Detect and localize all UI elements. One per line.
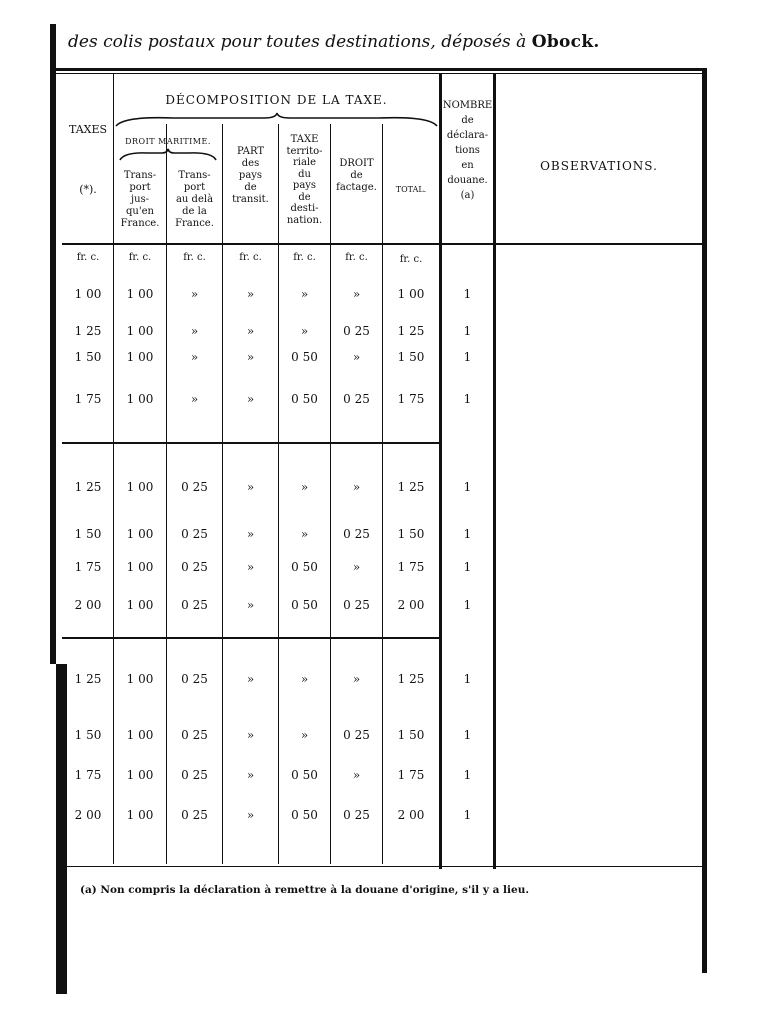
table-cell: 1 00 [126, 324, 154, 338]
table-cell: 2 00 [397, 808, 425, 822]
table-cell: 0 25 [181, 598, 208, 612]
table-cell: 1 [463, 480, 472, 494]
unit-cell: fr. c. [183, 252, 206, 263]
table-cell: 1 00 [126, 672, 154, 686]
left-margin-bar [50, 24, 56, 664]
maritime-brace [118, 148, 218, 162]
table-cell: » [352, 350, 361, 364]
table-cell: 1 75 [74, 768, 102, 782]
unit-cell: fr. c. [399, 254, 423, 265]
table-cell: » [352, 768, 361, 782]
table-cell: » [246, 527, 255, 541]
table-cell: 1 00 [126, 350, 154, 364]
table-cell: 1 [463, 392, 472, 406]
header-taxes-label: TAXES [68, 123, 108, 136]
table-cell: 1 25 [397, 480, 425, 494]
table-cell: 0 25 [343, 598, 370, 612]
table-cell: 1 [463, 672, 472, 686]
table-cell: 0 25 [181, 768, 208, 782]
table-cell: » [190, 287, 199, 301]
header-droit-maritime: DROIT MARITIME. [125, 137, 211, 146]
table-cell: 2 00 [74, 808, 102, 822]
table-cell: 0 50 [291, 560, 318, 574]
unit-cell: fr. c. [293, 252, 316, 263]
table-top-border-2 [56, 73, 706, 74]
table-cell: » [246, 480, 255, 494]
table-cell: 2 00 [74, 598, 102, 612]
table-cell: 0 25 [343, 808, 370, 822]
table-cell: 1 75 [397, 560, 425, 574]
table-cell: 1 [463, 287, 472, 301]
table-cell: 0 25 [181, 728, 208, 742]
table-cell: 1 00 [126, 768, 154, 782]
table-cell: 1 [463, 527, 472, 541]
table-cell: 2 00 [397, 598, 425, 612]
table-bottom-rule [62, 866, 702, 867]
table-right-border [702, 68, 707, 973]
table-cell: » [246, 324, 255, 338]
table-cell: » [246, 598, 255, 612]
table-cell: 1 75 [397, 768, 425, 782]
heading-text: des colis postaux pour toutes destinations, déposés à [68, 32, 527, 52]
col-sep-8 [493, 74, 496, 869]
table-cell: » [352, 480, 361, 494]
unit-cell: fr. c. [345, 252, 368, 263]
group-separator-2 [62, 637, 440, 639]
header-taxes [62, 124, 114, 196]
table-cell: » [190, 392, 199, 406]
unit-cell: fr. c. [128, 252, 152, 263]
table-cell: 0 25 [343, 728, 370, 742]
table-cell: » [246, 672, 255, 686]
table-cell: 0 50 [291, 808, 318, 822]
table-cell: 1 50 [74, 527, 102, 541]
table-cell: » [300, 728, 309, 742]
table-cell: 1 50 [397, 350, 425, 364]
table-cell: » [300, 672, 309, 686]
header-observations: OBSERVATIONS. [540, 159, 658, 173]
table-cell: » [246, 287, 255, 301]
table-cell: 1 [463, 808, 472, 822]
table-cell: 1 50 [74, 350, 102, 364]
table-cell: 1 00 [126, 808, 154, 822]
col-sep-3 [222, 124, 223, 864]
table-cell: 0 25 [181, 560, 208, 574]
header-total: TOTAL. [395, 185, 427, 194]
header-taxe-territoriale: TAXE territo- riale du pays de desti- nation. [286, 134, 323, 226]
table-cell: 0 50 [291, 598, 318, 612]
table-cell: 1 00 [126, 728, 154, 742]
left-margin-bar-lower [56, 664, 67, 994]
table-cell: 1 [463, 728, 472, 742]
table-cell: 1 00 [126, 287, 154, 301]
header-taxes-note: (*). [79, 183, 97, 196]
table-cell: 1 [463, 350, 472, 364]
table-cell: » [352, 560, 361, 574]
table-cell: 1 00 [126, 598, 154, 612]
group-separator-1 [62, 442, 440, 444]
col-sep-2 [166, 124, 167, 864]
table-cell: 1 50 [397, 527, 425, 541]
table-cell: » [246, 350, 255, 364]
table-cell: » [190, 324, 199, 338]
header-part-pays: PART des pays de transit. [232, 146, 269, 205]
table-cell: » [352, 287, 361, 301]
table-cell: » [246, 768, 255, 782]
col-sep-4 [278, 124, 279, 864]
table-cell: 1 00 [126, 560, 154, 574]
table-cell: » [190, 350, 199, 364]
table-cell: 1 50 [74, 728, 102, 742]
table-cell: 0 25 [343, 324, 370, 338]
unit-cell: fr. c. [239, 252, 262, 263]
table-cell: 1 25 [74, 480, 102, 494]
col-sep-5 [330, 124, 331, 864]
table-cell: » [352, 672, 361, 686]
table-cell: 1 25 [74, 324, 102, 338]
header-transport-dela: Trans- port au delà de la France. [175, 170, 214, 229]
table-cell: 1 75 [74, 392, 102, 406]
header-decomposition: DÉCOMPOSITION DE LA TAXE. [165, 93, 388, 107]
heading-place: Obock. [531, 32, 600, 52]
table-cell: 1 00 [74, 287, 102, 301]
table-cell: 0 50 [291, 392, 318, 406]
col-sep-6 [382, 124, 383, 864]
unit-cell: fr. c. [76, 252, 100, 263]
header-nombre: NOMBRE de déclara- tions en douane. (a) [442, 100, 493, 201]
table-cell: » [300, 324, 309, 338]
table-cell: » [300, 480, 309, 494]
table-cell: 1 00 [126, 392, 154, 406]
table-cell: » [246, 728, 255, 742]
table-cell: 1 50 [397, 728, 425, 742]
table-cell: » [246, 808, 255, 822]
table-cell: 1 [463, 598, 472, 612]
table-cell: 1 00 [126, 527, 154, 541]
table-cell: 0 25 [181, 808, 208, 822]
table-cell: 0 25 [343, 527, 370, 541]
footnote: (a) Non compris la déclaration à remettre à la douane d'origine, s'il y a lieu. [80, 884, 529, 896]
table-cell: » [246, 560, 255, 574]
table-cell: 0 50 [291, 768, 318, 782]
header-droit-factage: DROIT de factage. [336, 158, 377, 193]
table-cell: 1 [463, 560, 472, 574]
table-cell: 0 25 [343, 392, 370, 406]
table-cell: 0 50 [291, 350, 318, 364]
table-cell: » [246, 392, 255, 406]
table-cell: 1 25 [397, 672, 425, 686]
table-cell: 1 25 [74, 672, 102, 686]
page-heading [68, 32, 600, 52]
header-transport-france: Trans- port jus- qu'en France. [120, 170, 160, 229]
table-cell: 0 25 [181, 672, 208, 686]
table-cell: » [300, 287, 309, 301]
table-cell: 1 [463, 768, 472, 782]
table-cell: 1 [463, 324, 472, 338]
table-cell: 1 25 [397, 324, 425, 338]
table-cell: 1 75 [397, 392, 425, 406]
table-top-border [56, 68, 706, 71]
table-cell: 0 25 [181, 480, 208, 494]
decomposition-brace [114, 112, 439, 128]
table-cell: » [300, 527, 309, 541]
table-cell: 1 75 [74, 560, 102, 574]
table-cell: 1 00 [397, 287, 425, 301]
header-underline [62, 243, 702, 245]
table-cell: 0 25 [181, 527, 208, 541]
table-cell: 1 00 [126, 480, 154, 494]
